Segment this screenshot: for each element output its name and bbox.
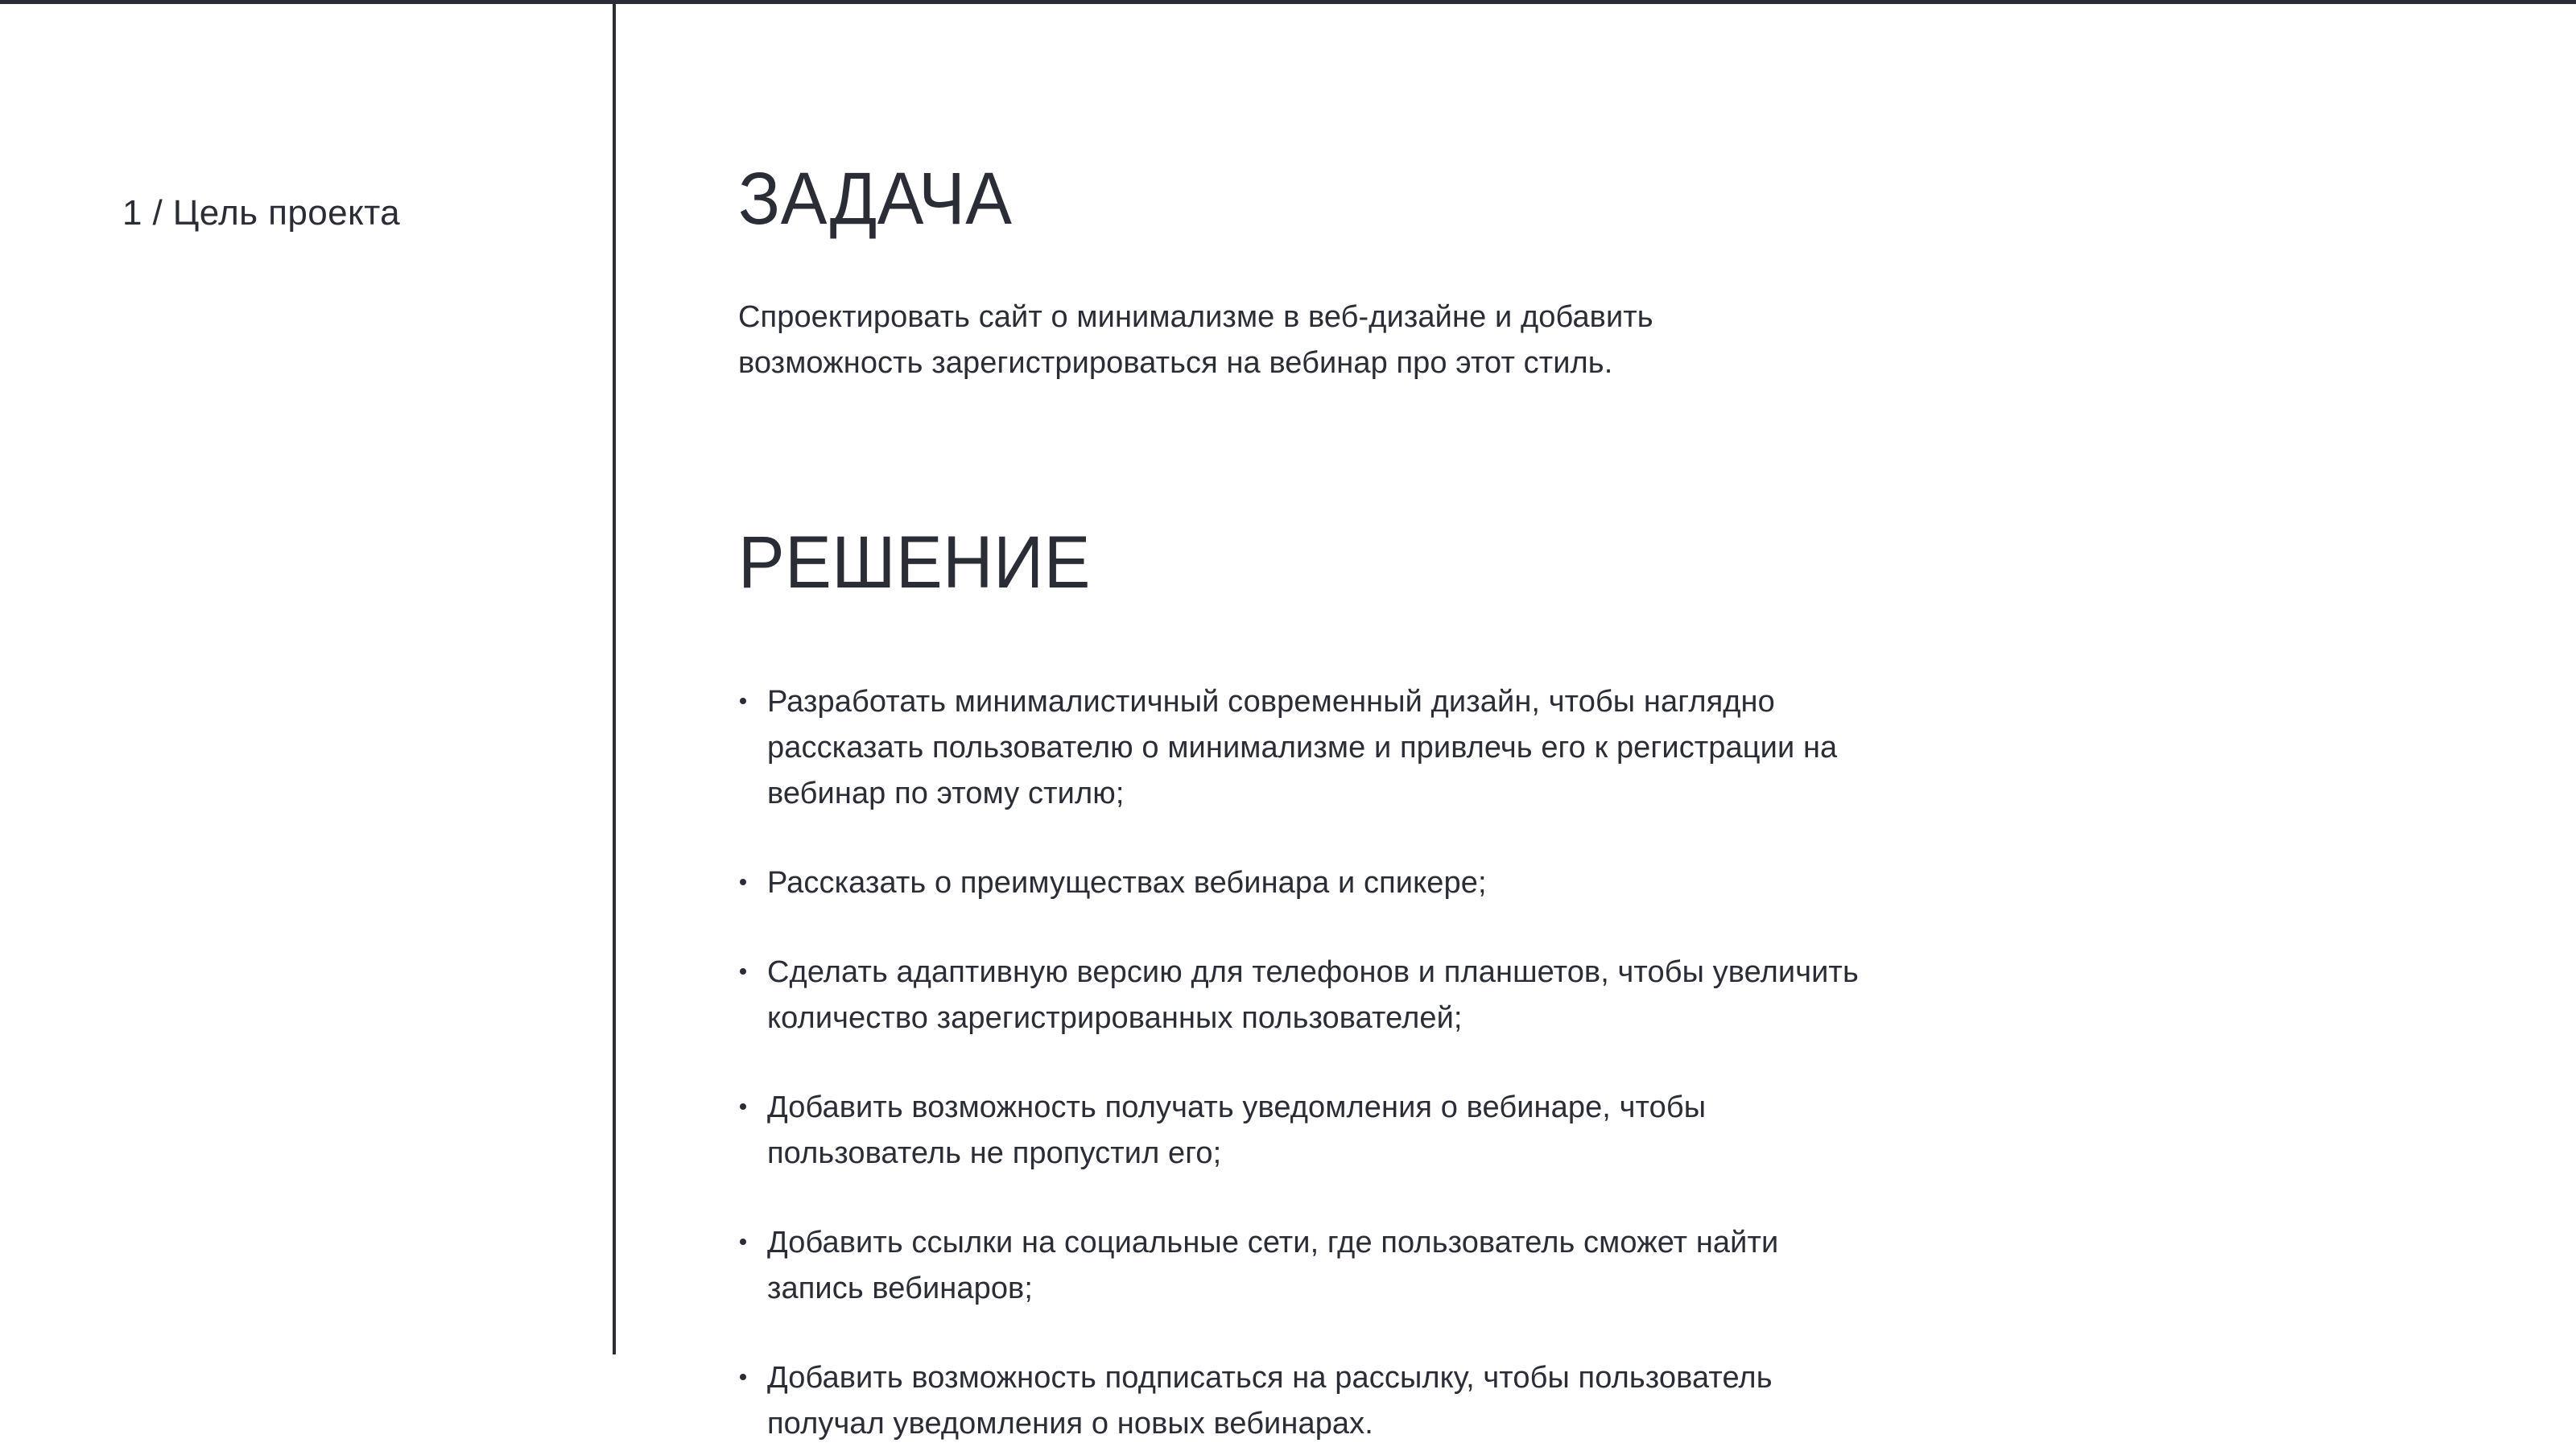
slide-sidebar <box>0 4 613 1354</box>
bullet-dot-icon <box>740 1374 746 1380</box>
task-heading: ЗАДАЧА <box>738 158 1013 240</box>
section-task <box>738 158 1688 386</box>
list-item <box>738 950 1881 1041</box>
task-description: Спроектировать сайт о минимализме в веб-дизайне и добавить возможность зарегистрироваться на вебинар про этот стиль. <box>738 300 1653 380</box>
section-solution <box>738 521 1881 1447</box>
list-item <box>738 1085 1881 1177</box>
list-item-text: Добавить ссылки на социальные сети, где пользователь сможет найти запись вебинаров; <box>767 1226 1779 1305</box>
list-item <box>738 679 1881 817</box>
solution-bullet-list <box>738 679 1881 1447</box>
bullet-dot-icon <box>740 879 746 885</box>
bullet-dot-icon <box>740 698 746 704</box>
list-item-text: Добавить возможность получать уведомления о вебинаре, чтобы пользователь не пропустил его; <box>767 1090 1707 1170</box>
solution-heading: РЕШЕНИЕ <box>738 521 1091 604</box>
list-item-text: Рассказать о преимуществах вебинара и спикере; <box>767 866 1487 900</box>
list-item-text: Сделать адаптивную версию для телефонов и планшетов, чтобы увеличить количество зарегистрированных пользователей; <box>767 955 1859 1035</box>
bullet-dot-icon <box>740 1239 746 1245</box>
list-item-text: Добавить возможность подписаться на рассылку, чтобы пользователь получал уведомления о новых вебинарах. <box>767 1361 1773 1441</box>
list-item <box>738 1355 1881 1447</box>
list-item <box>738 860 1881 906</box>
slide-content <box>613 4 2576 1441</box>
list-item-text: Разработать минималистичный современный дизайн, чтобы наглядно рассказать пользователю о минимализме и привлечь его к регистрации на вебинар по этому стилю; <box>767 685 1838 810</box>
bullet-dot-icon <box>740 968 746 975</box>
list-item <box>738 1220 1881 1312</box>
bullet-dot-icon <box>740 1103 746 1110</box>
section-number-label: 1 / Цель проекта <box>122 193 401 233</box>
